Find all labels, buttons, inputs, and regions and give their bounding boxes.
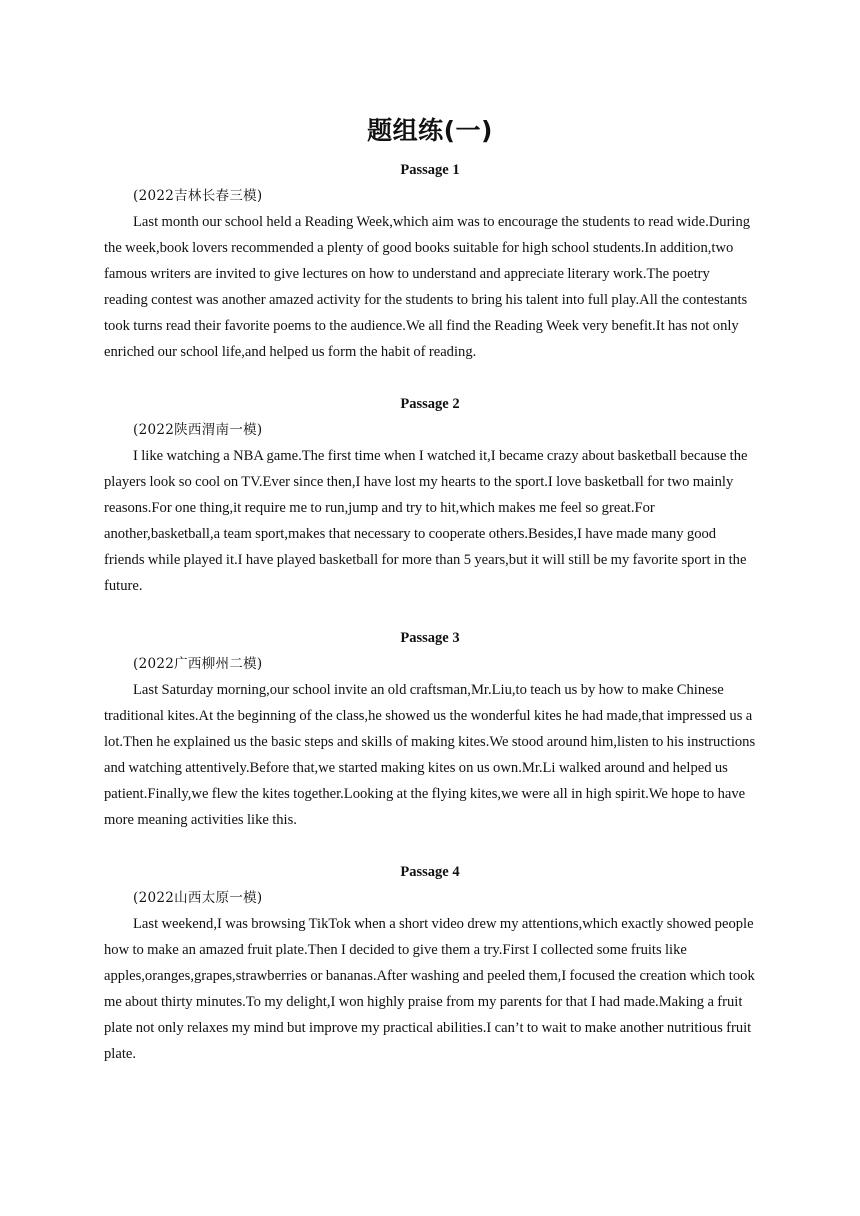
passage-1	[104, 157, 756, 365]
passage-heading: Passage 1	[400, 162, 460, 178]
passage-text: Last Saturday morning,our school invite an old craftsman,Mr.Liu,to teach us by how to make Chinese traditional kites.At the beginning of the class,he showed us the wonderful kites he had made,that impressed us a lot.Then he explained us the basic steps and skills of making kites.We stood around him,listen to his instructions and watching attentively.Before that,we started making kites on us own.Mr.Li walked around and helped us patient.Finally,we flew the kites together.Looking at the flying kites,we were all in high spirit.We hope to have more meaning activities like this.	[104, 682, 756, 828]
passage-text: Last month our school held a Reading Week,which aim was to encourage the students to read wide.During the week,book lovers recommended a plenty of good books suitable for high school students.In addition,two famous writers are invited to give lectures on how to understand and appreciate literary work.The poetry reading contest was another amazed activity for the students to bring his talent into full play.All the contestants took turns read their favorite poems to the audience.We all find the Reading Week very benefit.It has not only enriched our school life,and helped us form the habit of reading.	[104, 214, 751, 360]
passage-source: (2022陕西渭南一模)	[133, 422, 263, 438]
passage-4	[104, 859, 756, 1067]
passage-source: (2022广西柳州二模)	[133, 656, 263, 672]
passage-heading: Passage 4	[400, 864, 460, 880]
passage-source: (2022吉林长春三模)	[133, 188, 263, 204]
page-title: 题组练(一)	[367, 116, 493, 145]
passage-2	[104, 391, 756, 599]
passage-text: I like watching a NBA game.The first time when I watched it,I became crazy about basketball because the players look so cool on TV.Ever since then,I have lost my hearts to the sport.I love basketball for two mainly reasons.For one thing,it require me to run,jump and try to hit,which makes me feel so great.For another,basketball,a team sport,makes that necessary to cooperate others.Besides,I have made many good friends while played it.I have played basketball for more than 5 years,but it will still be my favorite sport in the future.	[104, 448, 748, 594]
passage-3	[104, 625, 756, 833]
passage-source: (2022山西太原一模)	[133, 890, 263, 906]
passage-heading: Passage 3	[400, 630, 460, 646]
passage-text: Last weekend,I was browsing TikTok when a short video drew my attentions,which exactly showed people how to make an amazed fruit plate.Then I decided to give them a try.First I collected some fruits like apples,oranges,grapes,strawberries or bananas.After washing and peeled them,I focused the creation which took me about thirty minutes.To my delight,I won highly praise from my parents for that I had made.Making a fruit plate not only relaxes my mind but improve my practical abilities.I can’t to wait to make another nutritious fruit plate.	[104, 916, 755, 1062]
passage-heading: Passage 2	[400, 396, 460, 412]
